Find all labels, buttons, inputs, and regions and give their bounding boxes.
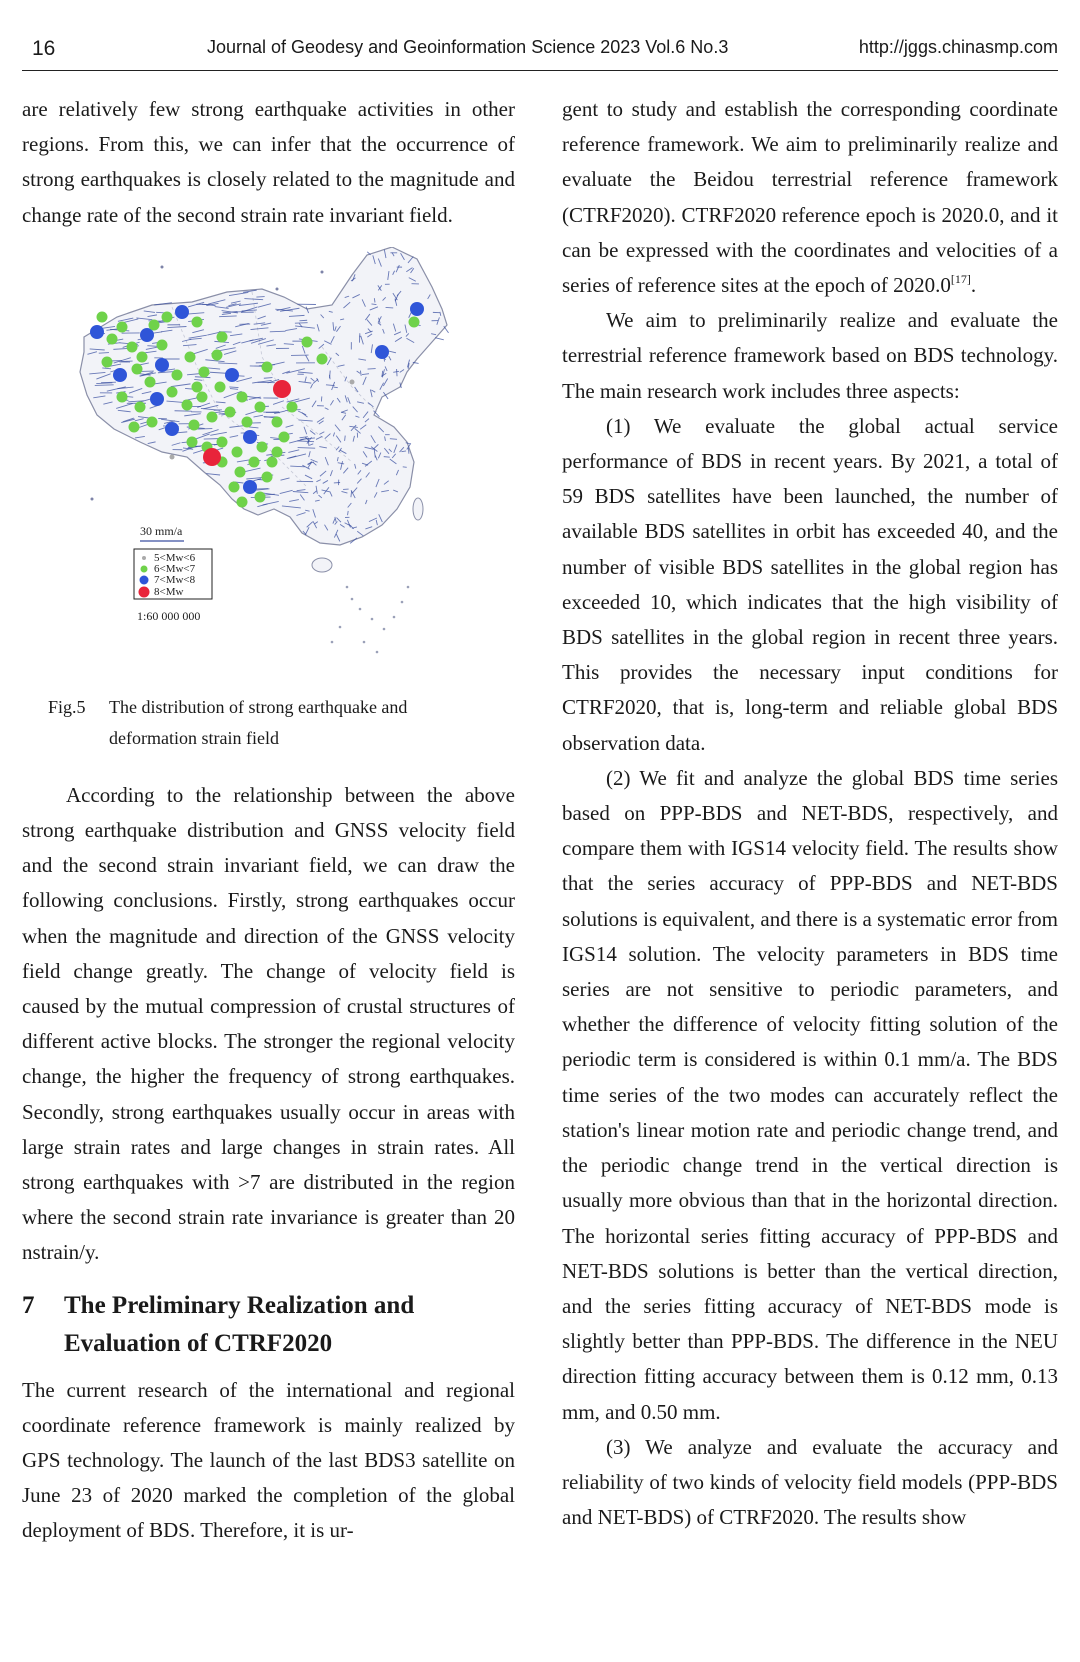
earthquake-marker: [147, 416, 158, 427]
earthquake-map: [22, 247, 515, 682]
earthquake-marker: [242, 416, 253, 427]
section-title: The Preliminary Realization and Evaluation of CTRF2020: [64, 1291, 415, 1357]
legend-label-m7: 7<Mw<8: [154, 573, 196, 586]
earthquake-marker: [155, 358, 169, 372]
hainan-island: [312, 558, 332, 572]
earthquake-marker: [237, 391, 248, 402]
velocity-vector: [444, 326, 449, 333]
earthquake-marker: [225, 368, 239, 382]
earthquake-marker: [165, 422, 179, 436]
section-heading: [22, 1287, 515, 1363]
legend-marker-m6: [141, 565, 148, 572]
legend-label-m5: 5<Mw<6: [154, 551, 196, 564]
right-column: [562, 92, 1058, 1535]
earthquake-marker: [135, 401, 146, 412]
earthquake-marker: [279, 431, 290, 442]
earthquake-marker: [175, 305, 189, 319]
earthquake-marker: [132, 363, 143, 374]
left-paragraph-1: are relatively few strong earthquake activities in other regions. From this, we can infer that the occurrence of strong earthquakes is closely related to the magnitude and change rate of the second strain rate invariant field.: [22, 97, 515, 227]
earthquake-marker: [162, 311, 173, 322]
right-paragraph-3: (1) We evaluate the global actual service performance of BDS in recent years. By 2021, a total of 59 BDS satellites have been launched, the number of available BDS satellites in orbit has exceeded 40, and the number of visible BDS satellites in the global region has exceeded 10, which indicates that the high visibility of BDS satellites in the global region in recent three years. This provides the necessary input conditions for CTRF2020, that is, long-term and reliable global BDS observation data.: [562, 413, 1058, 755]
earthquake-marker: [212, 349, 223, 360]
earthquake-marker: [90, 325, 104, 339]
velocity-vector: [371, 304, 376, 305]
earthquake-marker: [203, 448, 221, 466]
earthquake-marker: [97, 311, 108, 322]
caption-label: Fig.5: [48, 696, 86, 717]
earthquake-marker: [232, 446, 243, 457]
citation-ref-17[interactable]: [17]: [950, 272, 971, 287]
south-china-sea-islands: [331, 586, 410, 654]
figure-caption: [22, 692, 515, 754]
right-paragraph-5: (3) We analyze and evaluate the accuracy and reliability of two kinds of velocity field models (PPP-BDS and NET-BDS) of CTRF2020. The results show: [562, 1434, 1058, 1530]
earthquake-marker: [102, 356, 113, 367]
earthquake-marker: [129, 421, 140, 432]
earthquake-marker: [257, 441, 268, 452]
taiwan-island: [413, 498, 423, 520]
right-paragraph-4: (2) We fit and analyze the global BDS time series based on PPP-BDS and NET-BDS, respectively, and compare them with IGS14 velocity field. The results show that the series accuracy of PPP-BDS and NET-BDS solutions is equivalent, and there is a systematic error from IGS14 solution. The velocity parameters in BDS time series are not sensitive to periodic parameters, and whether the difference of velocity fitting solution of the periodic term is considered is within 0.1 mm/a. The BDS time series of the two modes can accurately reflect the station's linear motion rate and periodic change trend, and the periodic change trend in the vertical direction is usually more obvious than that in the horizontal direction. The horizontal series fitting accuracy of PPP-BDS and NET-BDS solutions is better than the vertical direction, and the series fitting accuracy of NET-BDS mode is slightly better than PPP-BDS. The difference in the NEU direction fitting accuracy between them is 0.12 mm, 0.13 mm, and 0.50 mm.: [562, 765, 1058, 1424]
earthquake-marker: [182, 399, 193, 410]
velocity-vector: [403, 467, 407, 468]
right-paragraph-2: We aim to preliminarily realize and evaluate the terrestrial reference framework based on BDS technology. The main research work includes three aspects:: [562, 308, 1058, 403]
page-number: 16: [32, 37, 56, 60]
earthquake-marker: [192, 381, 203, 392]
earthquake-marker: [140, 328, 154, 342]
map-scale-label: 1:60 000 000: [137, 608, 201, 623]
earthquake-marker: [262, 361, 273, 372]
earthquake-marker: [189, 419, 200, 430]
velocity-vector: [299, 320, 307, 321]
earthquake-marker: [170, 454, 175, 459]
earthquake-marker: [225, 406, 236, 417]
velocity-vector: [348, 511, 349, 515]
earthquake-marker: [187, 436, 198, 447]
left-column: [22, 92, 515, 1549]
earthquake-marker: [229, 481, 240, 492]
earthquake-marker: [410, 302, 424, 316]
earthquake-marker: [217, 331, 228, 342]
earthquake-marker: [272, 416, 283, 427]
earthquake-marker: [107, 333, 118, 344]
earthquake-marker: [149, 319, 160, 330]
page-header: [22, 30, 1058, 71]
earthquake-marker: [192, 316, 203, 327]
figure-5: [22, 247, 515, 682]
earthquake-marker: [237, 496, 248, 507]
earthquake-marker: [117, 391, 128, 402]
earthquake-marker: [262, 471, 273, 482]
velocity-vector: [384, 456, 390, 457]
legend-label-m8: 8<Mw: [154, 585, 184, 598]
earthquake-marker: [217, 436, 228, 447]
earthquake-marker: [255, 401, 266, 412]
velocity-vector: [295, 322, 308, 323]
earthquake-marker: [317, 353, 328, 364]
section-number: 7: [22, 1291, 35, 1319]
earthquake-marker: [172, 369, 183, 380]
right-paragraph-1-text: gent to study and establish the corresponding coordinate reference framework. We aim to preliminarily realize and evaluate the Beidou terrestrial reference framework (CTRF2020). CTRF2020 reference epoch is 2020.0, and it can be expressed with the coordinates and velocities of a series of reference sites at the epoch of 2020.0: [562, 97, 1058, 298]
left-paragraph-3: The current research of the international and regional coordinate reference framework is mainly realized by GPS technology. The launch of the last BDS3 satellite on June 23 of 2020 marked the completion of the global deployment of BDS. Therefore, it is ur-: [22, 1377, 515, 1543]
earthquake-marker: [127, 341, 138, 352]
velocity-vector: [270, 331, 286, 332]
velocity-vector: [298, 447, 316, 448]
earthquake-marker: [255, 491, 266, 502]
earthquake-marker: [137, 351, 148, 362]
earthquake-marker: [375, 345, 389, 359]
earthquake-marker: [167, 386, 178, 397]
legend-label-m6: 6<Mw<7: [154, 562, 196, 575]
earthquake-marker: [409, 316, 420, 327]
earthquake-marker: [302, 336, 313, 347]
earthquake-marker: [117, 321, 128, 332]
earthquake-marker: [150, 392, 164, 406]
velocity-vector: [408, 448, 409, 454]
earthquake-marker: [273, 380, 291, 398]
earthquake-marker: [199, 366, 210, 377]
velocity-vector: [374, 298, 375, 302]
earthquake-marker: [267, 456, 278, 467]
earthquake-marker: [113, 368, 127, 382]
velocity-vector: [345, 435, 346, 440]
right-paragraph-1: [562, 92, 1058, 303]
earthquake-marker: [145, 376, 156, 387]
velocity-vector: [435, 338, 444, 340]
legend-marker-m8: [139, 586, 150, 597]
earthquake-marker: [157, 339, 168, 350]
earthquake-marker: [185, 351, 196, 362]
legend-marker-m7: [140, 575, 149, 584]
velocity-vector: [99, 352, 109, 353]
earthquake-marker: [243, 480, 257, 494]
earthquake-marker: [249, 456, 260, 467]
earthquake-marker: [235, 466, 246, 477]
journal-title: Journal of Geodesy and Geoinformation Science 2023 Vol.6 No.3: [207, 37, 729, 57]
caption-text: The distribution of strong earthquake and deformation strain field: [109, 696, 408, 748]
earthquake-marker: [350, 379, 355, 384]
earthquake-marker: [215, 381, 226, 392]
legend-marker-m5: [142, 556, 146, 560]
velocity-vector: [121, 361, 133, 362]
velocity-vector: [229, 387, 238, 388]
earthquake-marker: [287, 401, 298, 412]
earthquake-marker: [207, 411, 218, 422]
left-paragraph-2: According to the relationship between the above strong earthquake distribution and GNSS velocity field and the second strain invariant field, we can draw the following conclusions. Firstly, strong earthquakes occur when the magnitude and direction of the GNSS velocity field change greatly. The change of velocity field is caused by the mutual compression of crustal structures of different active blocks. The stronger the regional velocity change, the higher the frequency of strong earthquakes. Secondly, strong earthquakes usually occur in areas with large strain rates and large changes in strain rates. All strong earthquakes with >7 are distributed in the region where the second strain rate invariance is greater than 20 nstrain/y.: [22, 782, 515, 1265]
velocity-scale-label: 30 mm/a: [140, 523, 183, 538]
earthquake-marker: [197, 391, 208, 402]
velocity-vector: [330, 375, 331, 380]
earthquake-marker: [243, 430, 257, 444]
right-paragraph-1-end: .: [970, 273, 977, 298]
earthquake-marker: [272, 446, 283, 457]
velocity-vector: [386, 307, 394, 308]
journal-url[interactable]: http://jggs.chinasmp.com: [858, 37, 1058, 57]
